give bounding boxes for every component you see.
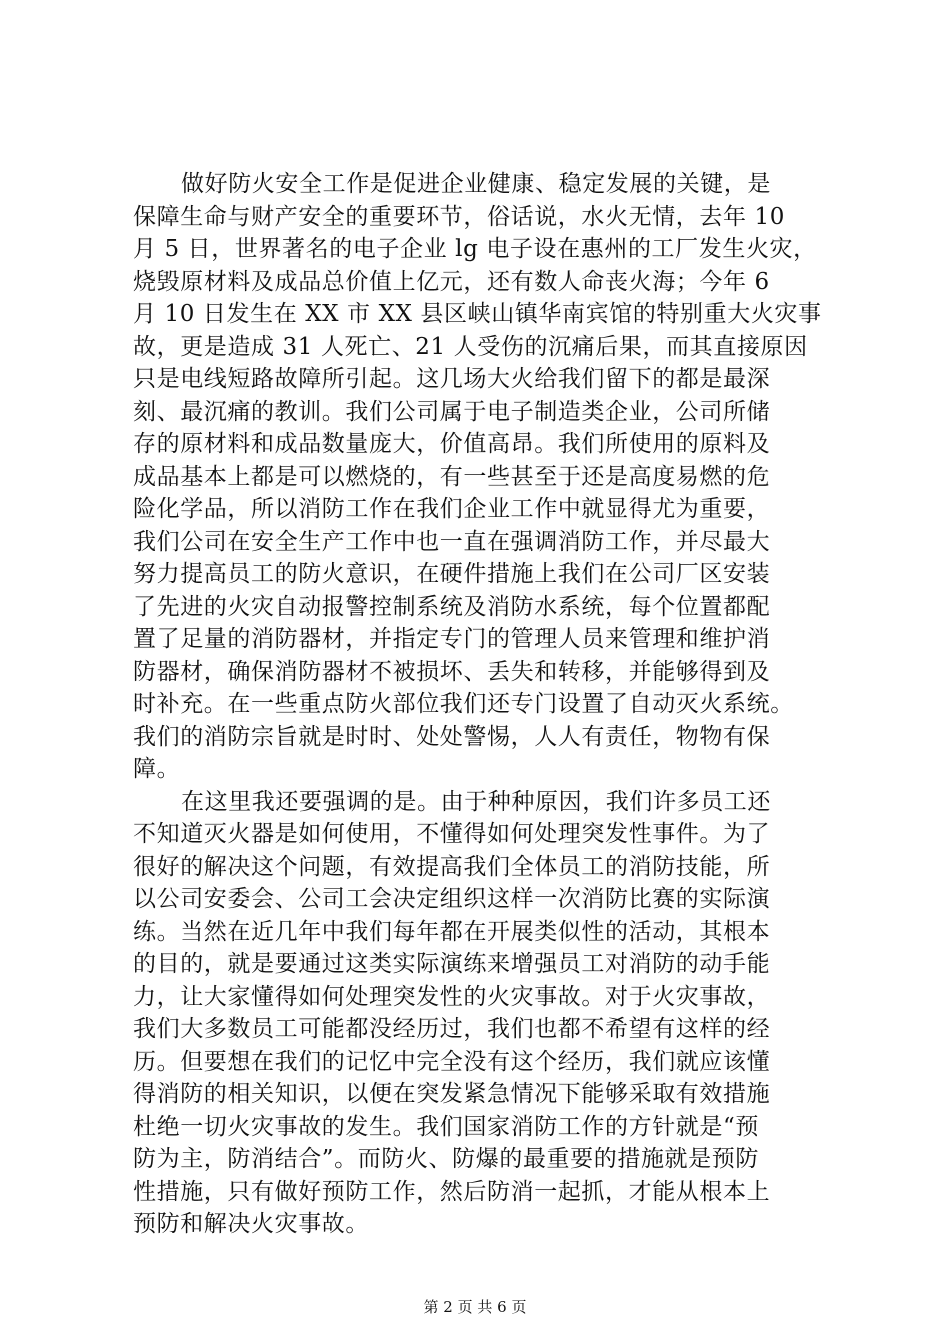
text-line: 故，更是造成 31 人死亡、21 人受伤的沉痛后果，而其直接原因 bbox=[133, 333, 808, 360]
text-line: 在这里我还要强调的是。由于种种原因，我们许多员工还 bbox=[181, 788, 771, 815]
text-line: 的目的，就是要通过这类实际演练来增强员工对消防的动手能 bbox=[133, 951, 771, 977]
text-line: 存的原材料和成品数量庞大，价值高昂。我们所使用的原料及 bbox=[133, 431, 771, 457]
paragraph bbox=[133, 786, 843, 1241]
document-body bbox=[133, 168, 843, 1241]
text-line: 只是电线短路故障所引起。这几场大火给我们留下的都是最深 bbox=[133, 366, 771, 392]
text-line: 置了足量的消防器材，并指定专门的管理人员来管理和维护消 bbox=[133, 626, 771, 652]
text-line: 很好的解决这个问题，有效提高我们全体员工的消防技能，所 bbox=[133, 853, 771, 880]
text-line: 以公司安委会、公司工会决定组织这样一次消防比赛的实际演 bbox=[133, 886, 771, 912]
text-line: 性措施，只有做好预防工作，然后防消一起抓，才能从根本上 bbox=[133, 1178, 771, 1205]
text-line: 练。当然在近几年中我们每年都在开展类似性的活动，其根本 bbox=[133, 918, 771, 945]
text-line: 杜绝一切火灾事故的发生。我们国家消防工作的方针就是“预 bbox=[133, 1113, 759, 1140]
text-line: 我们的消防宗旨就是时时、处处警惕，人人有责任，物物有保 bbox=[133, 723, 771, 750]
text-line: 月 5 日，世界著名的电子企业 lg 电子设在惠州的工厂发生火灾， bbox=[133, 236, 817, 262]
text-line: 防器材，确保消防器材不被损坏、丢失和转移，并能够得到及 bbox=[133, 658, 771, 685]
text-line: 不知道灭火器是如何使用，不懂得如何处理突发性事件。为了 bbox=[133, 821, 771, 847]
text-line: 预防和解决火灾事故。 bbox=[133, 1211, 369, 1237]
text-line: 力，让大家懂得如何处理突发性的火灾事故。对于火灾事故， bbox=[133, 983, 771, 1010]
text-line: 做好防火安全工作是促进企业健康、稳定发展的关键，是 bbox=[181, 171, 771, 197]
paragraph bbox=[133, 168, 843, 786]
text-line: 险化学品，所以消防工作在我们企业工作中就显得尤为重要， bbox=[133, 496, 771, 522]
text-line: 努力提高员工的防火意识，在硬件措施上我们在公司厂区安装 bbox=[133, 561, 771, 587]
page-number-footer: 第 2 页 共 6 页 bbox=[423, 1298, 527, 1316]
text-line: 障。 bbox=[133, 756, 181, 782]
text-line: 得消防的相关知识，以便在突发紧急情况下能够采取有效措施 bbox=[133, 1081, 771, 1107]
text-line: 刻、最沉痛的教训。我们公司属于电子制造类企业，公司所储 bbox=[133, 398, 771, 425]
text-line: 成品基本上都是可以燃烧的，有一些甚至于还是高度易燃的危 bbox=[133, 463, 771, 490]
text-line: 月 10 日发生在 XX 市 XX 县区峡山镇华南宾馆的特别重大火灾事 bbox=[133, 301, 822, 327]
text-line: 防为主，防消结合”。而防火、防爆的最重要的措施就是预防 bbox=[133, 1146, 759, 1172]
text-line: 烧毁原材料及成品总价值上亿元，还有数人命丧火海；今年 6 bbox=[133, 268, 770, 295]
text-line: 时补充。在一些重点防火部位我们还专门设置了自动灭火系统。 bbox=[133, 691, 794, 717]
text-line: 历。但要想在我们的记忆中完全没有这个经历，我们就应该懂 bbox=[133, 1048, 771, 1075]
text-line: 了先进的火灾自动报警控制系统及消防水系统，每个位置都配 bbox=[133, 593, 771, 620]
text-line: 我们大多数员工可能都没经历过，我们也都不希望有这样的经 bbox=[133, 1016, 771, 1042]
text-line: 保障生命与财产安全的重要环节，俗话说，水火无情，去年 10 bbox=[133, 203, 785, 230]
text-line: 我们公司在安全生产工作中也一直在强调消防工作，并尽最大 bbox=[133, 528, 771, 555]
